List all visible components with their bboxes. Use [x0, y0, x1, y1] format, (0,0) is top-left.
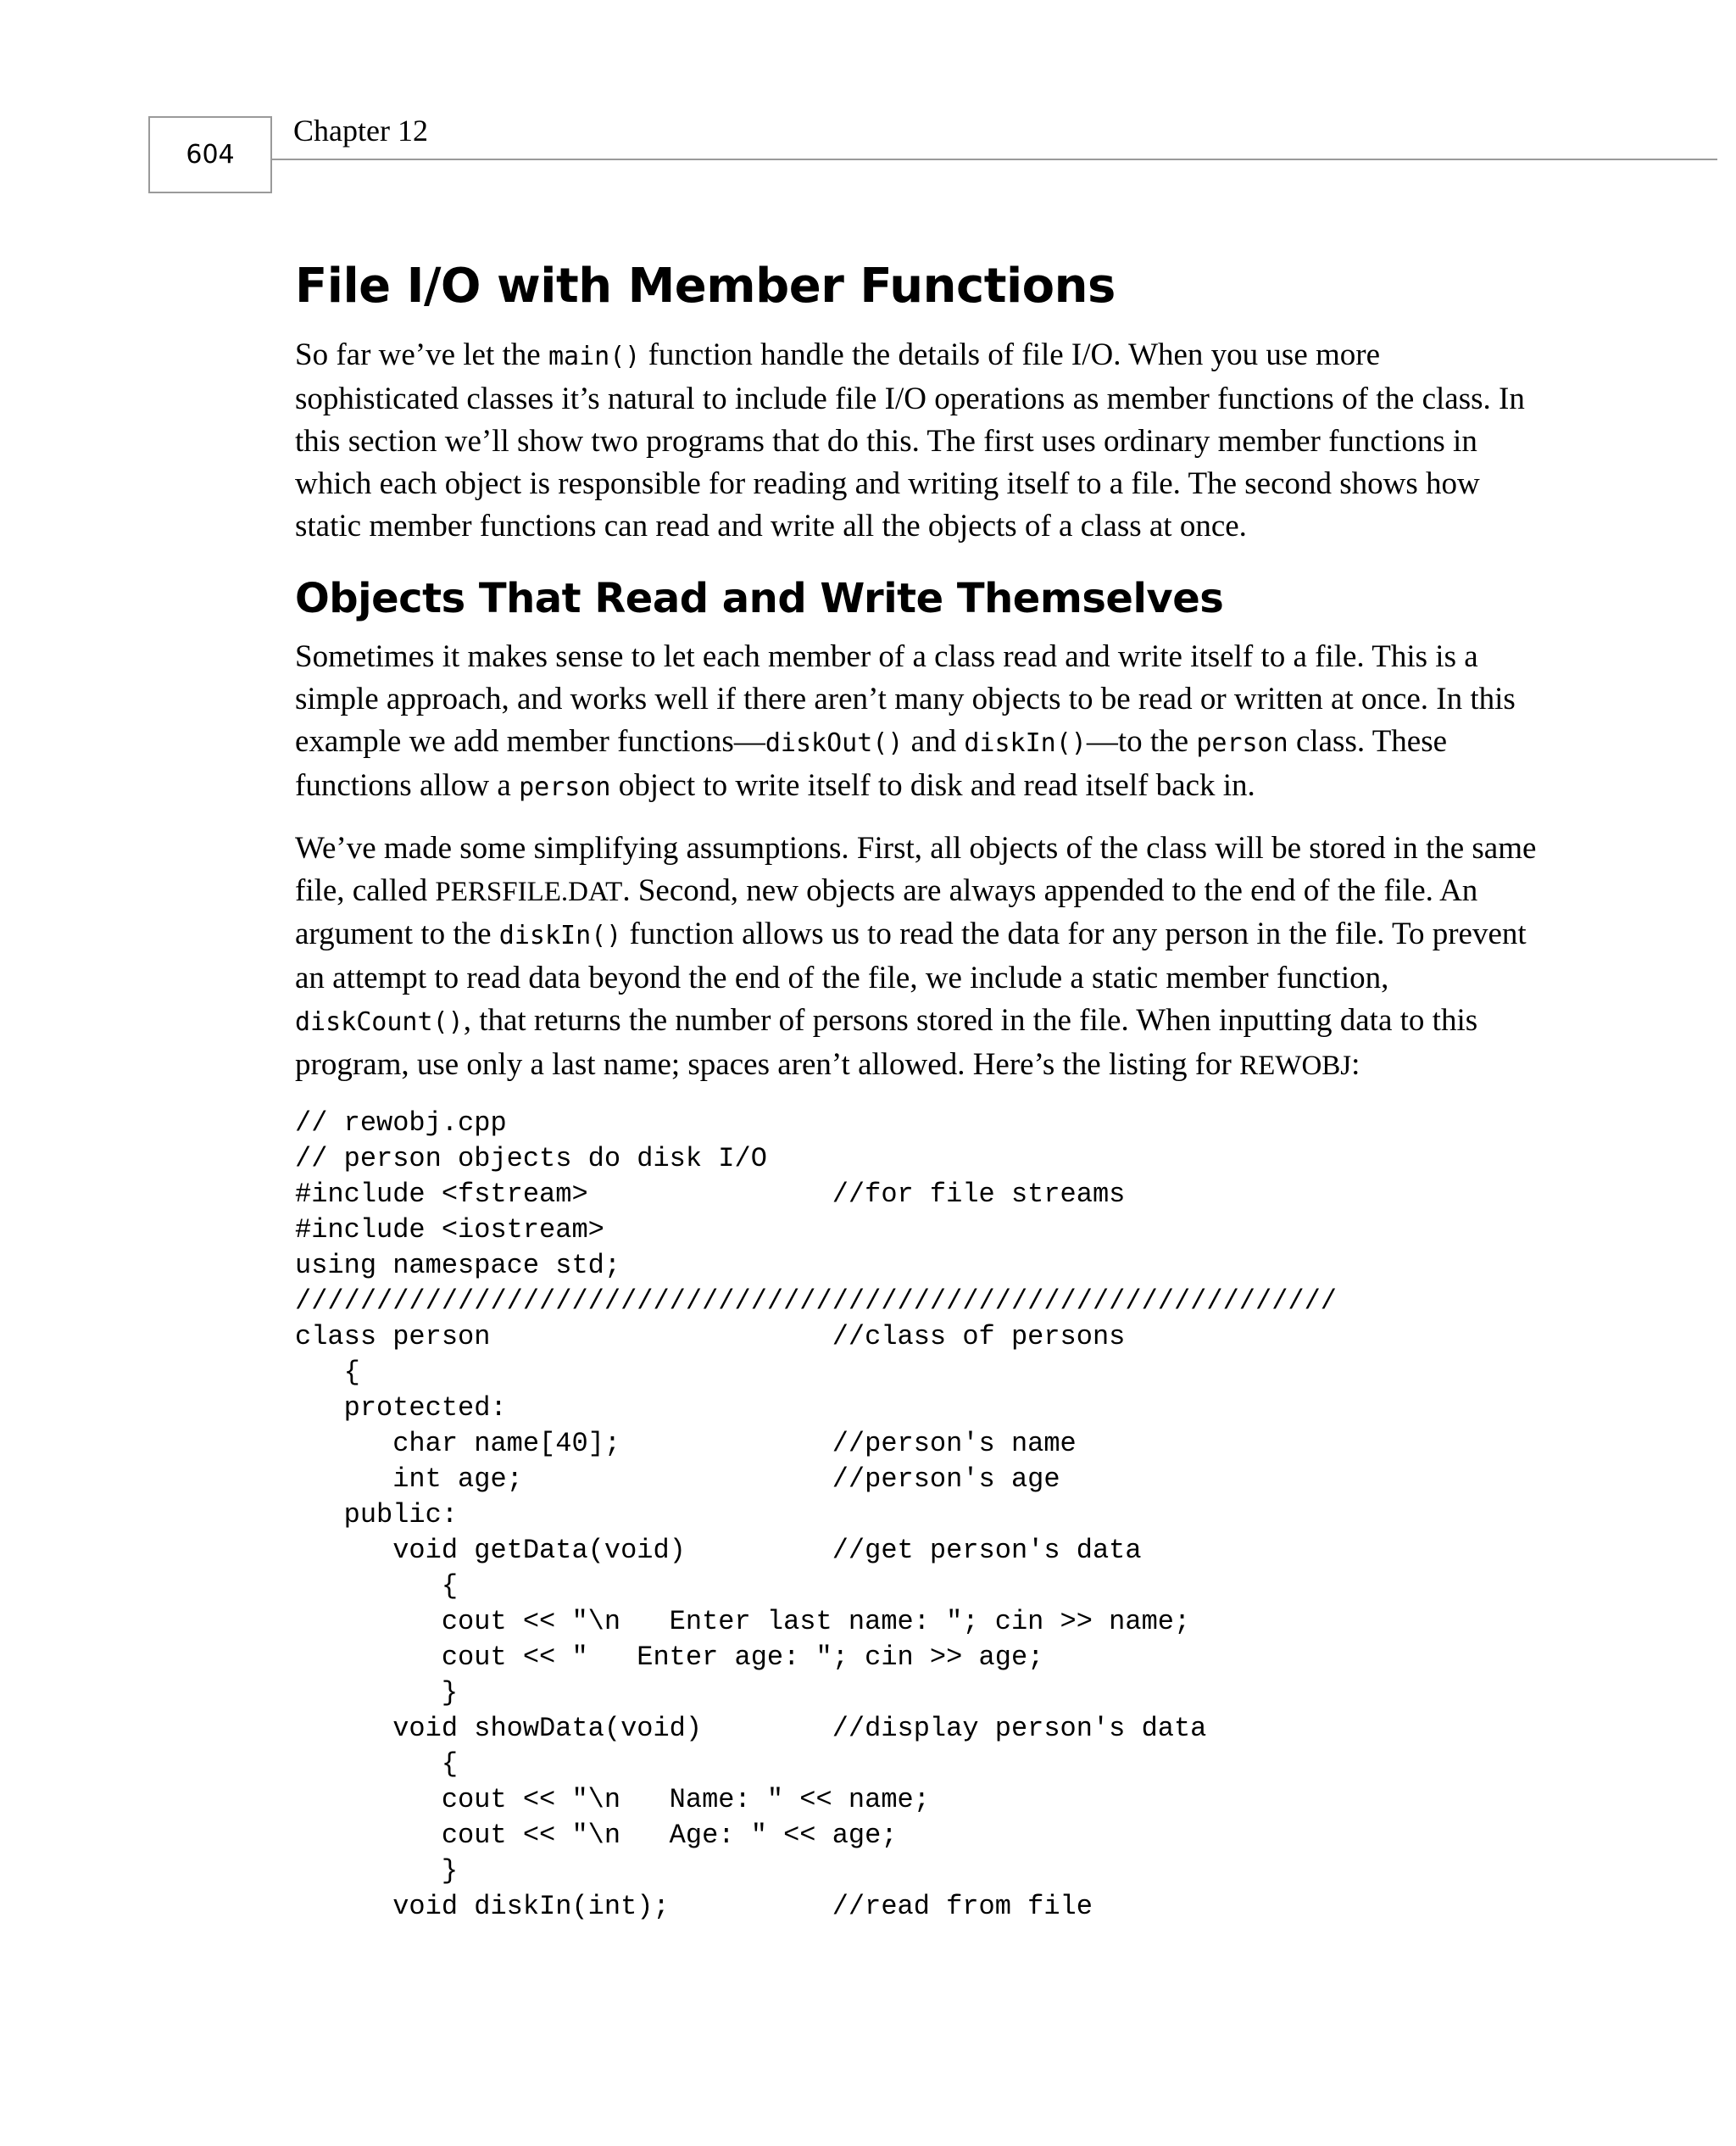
inline-code: person — [519, 772, 611, 802]
inline-code: person — [1196, 728, 1288, 758]
page-number — [148, 116, 272, 193]
filename: PERSFILE.DAT — [435, 877, 623, 907]
program-name: REWOBJ — [1239, 1051, 1352, 1081]
body-paragraph-1: Sometimes it makes sense to let each member of a class read and write itself to a file. This is a simple approach, and works well if there aren’t many objects to be read or written at once. In this example we add member functions—diskOut() and diskIn()—to the person class. These functions allow a person object to write itself to disk and read itself back in. — [295, 639, 1516, 803]
inline-code: diskOut() — [765, 728, 904, 758]
section-title: File I/O with Member Functions — [295, 259, 1116, 314]
header-rule — [272, 159, 1717, 160]
inline-code: diskIn() — [964, 728, 1087, 758]
page-content — [295, 254, 1550, 1925]
intro-paragraph: So far we’ve let the main() function handle the details of file I/O. When you use more sophisticated classes it’s natural to include file I/O operations as member functions of the class. In this section we’ll show two programs that do this. The first uses ordinary member functions in which each object is responsible for reading and writing itself to a file. The second shows how static member functions can read and write all the objects of a class at once. — [295, 337, 1525, 543]
chapter-label: Chapter 12 — [293, 114, 428, 148]
code-listing: // rewobj.cpp // person objects do disk I/O #include <fstream> //for file streams #include <iostream> using namespace std; //////////////////////////////////////////////////////////////// class person //class of persons { protected: char name[40]; //person's name int age; //person's age public: void getData(void) //get person's data { cout << "\n Enter last name: "; cin >> name; cout << " Enter age: "; cin >> age; } void showData(void) //display person's data { cout << "\n Name: " << name; cout << "\n Age: " << age; } void diskIn(int); //read from file — [295, 1107, 1337, 1922]
body-paragraph-2: We’ve made some simplifying assumptions. First, all objects of the class will be stored in the same file, called PERSFILE.DAT. Second, new objects are always appended to the end of the file. An argument to the diskIn() function allows us to read the data for any person in the file. To prevent an attempt to read data beyond the end of the file, we include a static member function, diskCount(), that returns the number of persons stored in the file. When inputting data to this program, use only a last name; spaces aren’t allowed. Here’s the listing for REWOBJ: — [295, 831, 1537, 1082]
inline-code: main() — [548, 342, 641, 371]
inline-code: diskCount() — [295, 1007, 464, 1037]
page-number-text: 604 — [186, 140, 235, 170]
subsection-title: Objects That Read and Write Themselves — [295, 575, 1224, 622]
inline-code: diskIn() — [498, 921, 622, 950]
